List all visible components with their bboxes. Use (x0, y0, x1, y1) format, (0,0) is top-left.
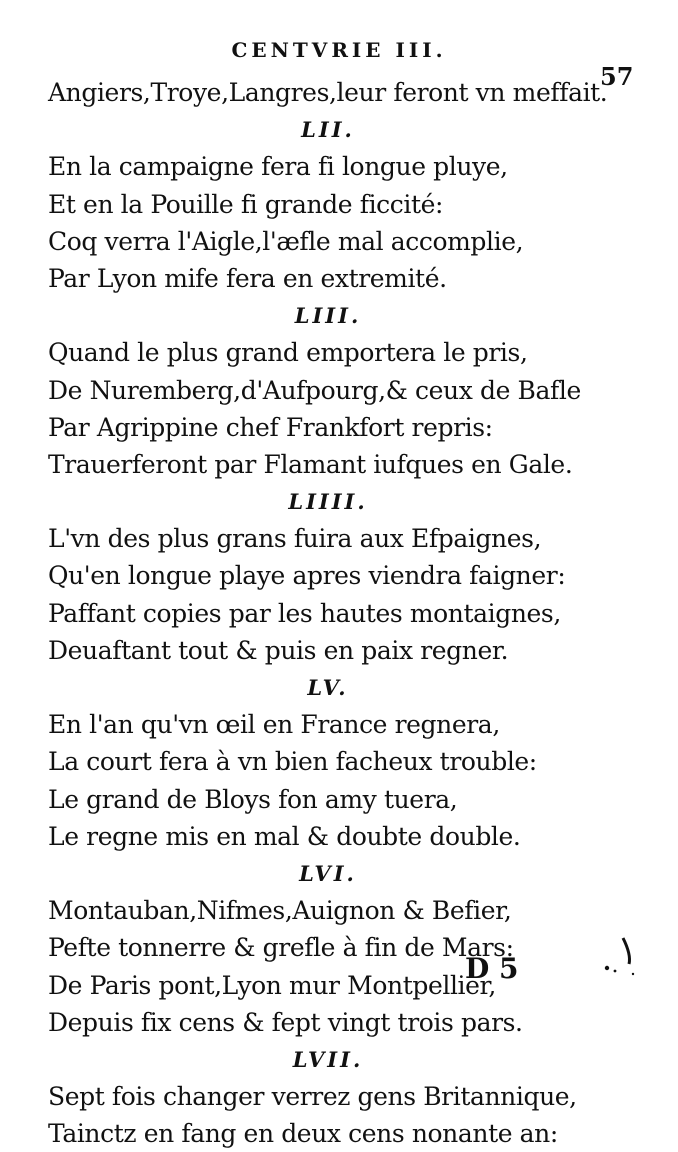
verse-line: Montauban,Nifmes,Auignon & Befier, (48, 896, 512, 926)
page-number: 57 (600, 62, 634, 91)
verse-line: Pefte tonnerre & grefle à fin de Mars: (48, 933, 514, 963)
verse-line: De Paris pont,Lyon mur Montpellier, (48, 970, 496, 1000)
verse-line: Sept fois changer verrez gens Britannique, (48, 1082, 577, 1112)
verse-line: Par Lyon mife fera en extremité. (48, 263, 447, 293)
verse-line: Le regne mis en mal & doubte double. (48, 821, 521, 851)
verse-line: De Nuremberg,d'Aufpourg,& ceux de Bafle (48, 375, 581, 405)
verse-line: Deuaftant tout & puis en paix regner. (48, 635, 509, 665)
quatrain-number: LVII. (292, 1046, 364, 1072)
verse-line: Tainctz en fang en deux cens nonante an: (48, 1119, 558, 1149)
verse-line: Par Agrippine chef Frankfort repris: (48, 412, 493, 442)
verse-line: Coq verra l'Aigle,l'æfle mal accomplie, (48, 226, 524, 256)
verse-line: La court fera à vn bien facheux trouble: (48, 747, 537, 777)
verse-line: Trauerferont par Flamant iufques en Gale. (48, 449, 573, 479)
ink-smudge (595, 930, 645, 980)
verse-line: Depuis fix cens & fept vingt trois pars. (48, 1007, 523, 1037)
quatrain-text (48, 74, 608, 1152)
running-head: CENTVRIE III. (231, 38, 447, 62)
quatrain-number: LIIII. (288, 489, 368, 515)
verse-line: En la campaigne fera fi longue pluye, (48, 152, 508, 182)
verse-line: En l'an qu'vn œil en France regnera, (48, 710, 500, 740)
verse-line: Quand le plus grand emportera le pris, (48, 338, 528, 368)
verse-line: Et en la Pouille fi grande ficcité: (48, 189, 444, 219)
verse-line: L'vn des plus grans fuira aux Efpaignes, (48, 524, 542, 554)
quatrain-number: LIII. (294, 303, 362, 329)
verse-line: Paffant copies par les hautes montaignes, (48, 598, 561, 628)
verse-line: Qu'en longue playe apres viendra faigner: (48, 561, 566, 591)
verse-line: Angiers,Troye,Langres,leur feront vn meffait. (48, 78, 608, 107)
verse-line: Le grand de Bloys fon amy tuera, (48, 784, 458, 814)
quatrain-number: LII. (301, 117, 355, 143)
quatrain-number: LVI. (299, 860, 357, 886)
signature-mark: D 5 (465, 952, 519, 985)
quatrain-number: LV. (307, 675, 349, 700)
